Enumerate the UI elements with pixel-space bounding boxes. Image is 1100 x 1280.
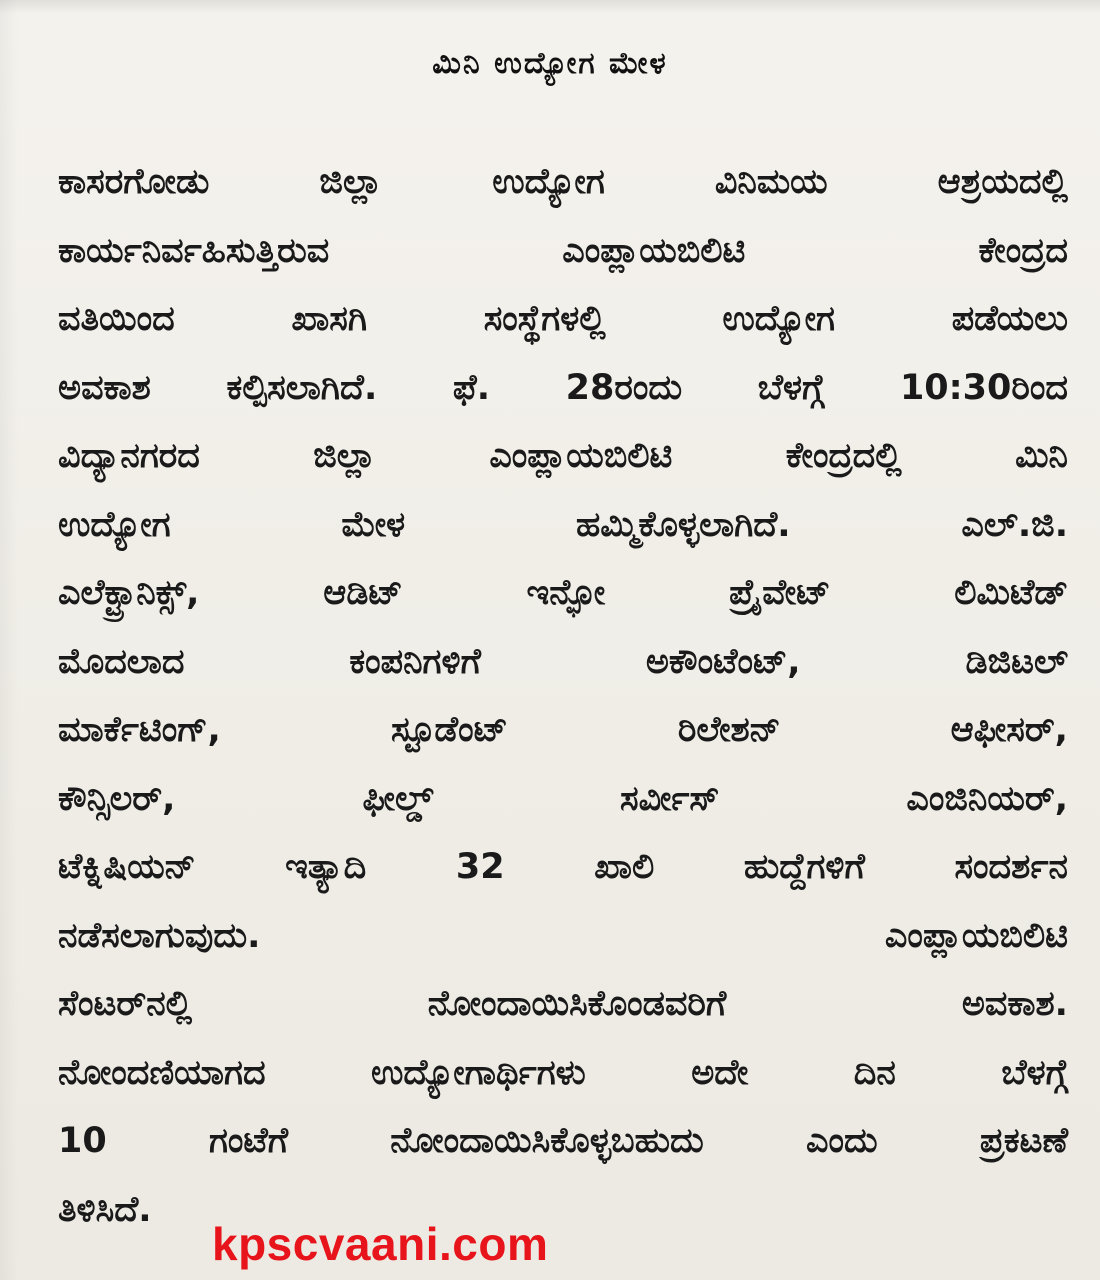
article-word: ಇತ್ಯಾದಿ [285, 847, 367, 888]
article-word: ಎಂಜಿನಿಯರ್, [906, 778, 1068, 819]
article-word: ಆಡಿಟ್ [323, 573, 403, 614]
article-word: ತಿಳಿಸಿದೆ. [58, 1189, 152, 1230]
article-line [58, 491, 1068, 560]
article-word: ಫೆ. [452, 367, 490, 408]
article-word: ಪಡೆಯಲು [951, 299, 1068, 340]
article-word: ನೋಂದಣಿಯಾಗದ [58, 1052, 266, 1093]
article-word: ಜಿಲ್ಲಾ [319, 162, 383, 203]
article-word: ಆಶ್ರಯದಲ್ಲಿ [937, 162, 1068, 203]
article-word: ಎಂಪ್ಲಾಯಬಿಲಿಟಿ [562, 230, 746, 271]
article-word: ಎಲೆಕ್ಟ್ರಾನಿಕ್ಸ್, [58, 573, 200, 614]
article-line [58, 696, 1068, 765]
article-word: 10:30ರಿಂದ [899, 367, 1068, 408]
article-word: ಸೆಂಟರ್‌ನಲ್ಲಿ [58, 984, 193, 1025]
article-word: ದಿನ [853, 1052, 896, 1093]
article-word: ಉದ್ಯೋಗ [722, 299, 835, 340]
article-word: ಹುದ್ದೆಗಳಿಗೆ [743, 847, 865, 888]
article-word: ಡಿಜಿಟಲ್ [965, 641, 1068, 682]
article-word: ಅವಕಾಶ. [961, 984, 1068, 1025]
article-line [58, 422, 1068, 491]
article-word: ಎಂಪ್ಲಾಯಬಿಲಿಟಿ [884, 915, 1068, 956]
article-word: ನಡೆಸಲಾಗುವುದು. [58, 915, 261, 956]
article-line [58, 1176, 1068, 1245]
article-word: ನೋಂದಾಯಿಸಿಕೊಳ್ಳಬಹುದು [390, 1121, 704, 1162]
article-word: ಕಾಸರಗೋಡು [58, 162, 210, 203]
article-word: ಪ್ರಕಟಣೆ [979, 1121, 1068, 1162]
watermark-url: kpscvaani.com [212, 1218, 549, 1270]
article-word: ಬೆಳಗ್ಗೆ [757, 367, 825, 408]
article-word: ಸಂಸ್ಥೆಗಳಲ್ಲಿ [483, 299, 606, 340]
article-line [58, 1039, 1068, 1108]
article-word: ಸರ್ವೀಸ್ [620, 778, 720, 819]
article-word: ವತಿಯಿಂದ [58, 299, 175, 340]
article-word: ಕೇಂದ್ರದ [978, 230, 1068, 271]
article-word: ಇನ್ಫೋ [526, 573, 606, 614]
article-word: ಕೌನ್ಸಿಲರ್, [58, 778, 176, 819]
article-word: ಜಿಲ್ಲಾ [313, 436, 376, 477]
article-word: ಆಫೀಸರ್, [950, 710, 1068, 751]
article-line [58, 217, 1068, 286]
article-line [58, 902, 1068, 971]
article-word: ಗಂಟೆಗೆ [208, 1121, 289, 1162]
article-word: ಉದ್ಯೋಗ [58, 504, 171, 545]
article-word: ಅದೇ [691, 1052, 749, 1093]
article-word: ಕಾರ್ಯನಿರ್ವಹಿಸುತ್ತಿರುವ [58, 230, 330, 271]
article-word: ಟೆಕ್ನಿಷಿಯನ್ [58, 847, 196, 888]
article-word: ಅಕೌಂಟೆಂಟ್, [645, 641, 801, 682]
article-word: ಉದ್ಯೋಗ [492, 162, 605, 203]
article-word: ಎಂದು [805, 1121, 878, 1162]
article-body [58, 148, 1068, 1244]
article-line [58, 354, 1068, 423]
article-word: ಖಾಸಗಿ [291, 299, 367, 340]
article-line [58, 970, 1068, 1039]
article-word: ಸಂದರ್ಶನ [954, 847, 1068, 888]
article-word: ಲಿಮಿಟೆಡ್ [954, 573, 1068, 614]
article-word: ಪ್ರೈವೇಟ್ [729, 573, 831, 614]
article-line [58, 628, 1068, 697]
article-word: ಮಾರ್ಕೆಟಿಂಗ್, [58, 710, 221, 751]
article-line [58, 148, 1068, 217]
article-word: 32 [455, 847, 505, 888]
article-line [58, 833, 1068, 902]
headline: ಮಿನಿ ಉದ್ಯೋಗ ಮೇಳ [432, 46, 668, 81]
article-word: 10 [58, 1121, 107, 1162]
article-word: ಸ್ಟೂಡೆಂಟ್ [390, 710, 508, 751]
article-line [58, 765, 1068, 834]
article-word: ಎಂಪ್ಲಾಯಬಿಲಿಟಿ [489, 436, 673, 477]
article-word: ವಿದ್ಯಾನಗರದ [58, 436, 200, 477]
clipping-edge [0, 0, 1100, 14]
article-word: ವಿನಿಮಯ [714, 162, 828, 203]
article-word: ಬೆಳಗ್ಗೆ [1001, 1052, 1068, 1093]
article-word: ಹಮ್ಮಿಕೊಳ್ಳಲಾಗಿದೆ. [575, 504, 791, 545]
article-line [58, 285, 1068, 354]
article-word: ಅವಕಾಶ [58, 367, 151, 408]
article-word: ಉದ್ಯೋಗಾರ್ಥಿಗಳು [371, 1052, 586, 1093]
article-word: ಫೀಲ್ಡ್ [362, 778, 433, 819]
article-word: 28ರಂದು [565, 367, 683, 408]
article-word: ಕೇಂದ್ರದಲ್ಲಿ [785, 436, 902, 477]
article-word: ರಿಲೇಶನ್ [677, 710, 781, 751]
article-word: ಮೇಳ [341, 504, 406, 545]
article-word: ಎಲ್.ಜಿ. [961, 504, 1068, 545]
article-word: ಕಲ್ಪಿಸಲಾಗಿದೆ. [226, 367, 378, 408]
article-word: ನೋಂದಾಯಿಸಿಕೊಂಡವರಿಗೆ [427, 984, 727, 1025]
article-word: ಕಂಪನಿಗಳಿಗೆ [349, 641, 481, 682]
article-word: ಖಾಲಿ [594, 847, 655, 888]
article-word: ಮಿನಿ [1015, 436, 1068, 477]
article-word: ಮೊದಲಾದ [58, 641, 185, 682]
article-line [58, 1107, 1068, 1176]
article-line [58, 559, 1068, 628]
